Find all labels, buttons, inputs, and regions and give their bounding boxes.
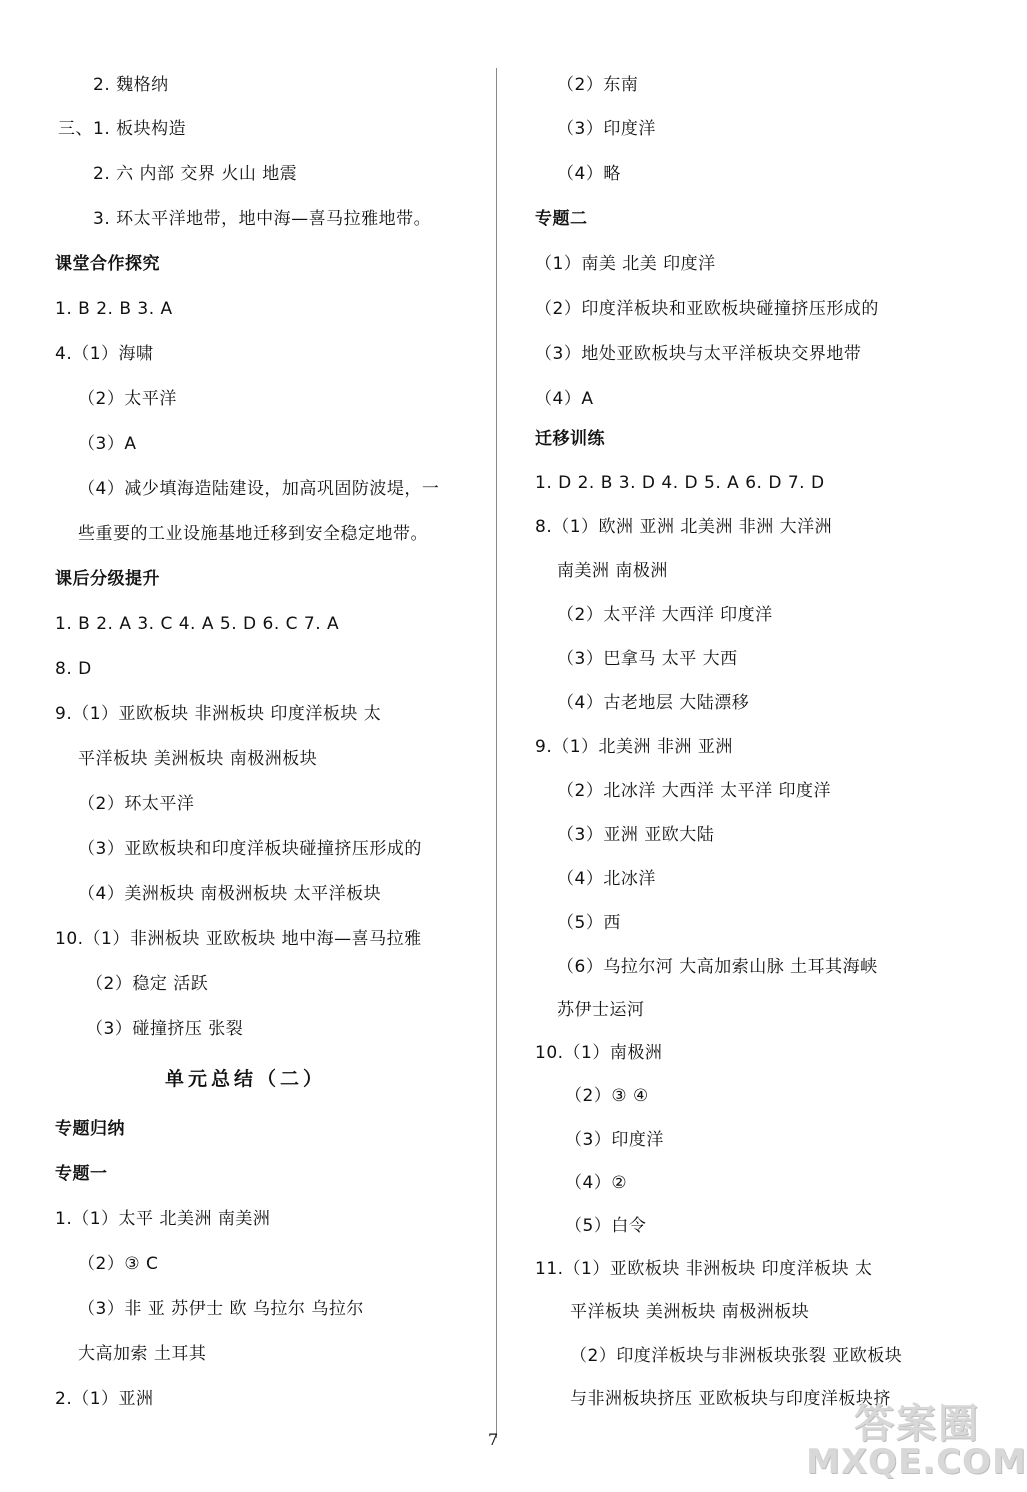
answer-line: （4）减少填海造陆建设，加高巩固防波堤，一 xyxy=(78,479,440,499)
answer-line: （3）碰撞挤压 张裂 xyxy=(86,1019,244,1039)
answer-line: （3）地处亚欧板块与太平洋板块交界地带 xyxy=(535,344,862,364)
section-heading: 专题归纳 xyxy=(55,1119,125,1139)
answer-line: （2）东南 xyxy=(557,75,639,95)
answer-line: （3）亚洲 亚欧大陆 xyxy=(557,825,715,845)
page-number: 7 xyxy=(488,1430,499,1449)
unit-title: 单元总结（二） xyxy=(165,1068,327,1090)
watermark-text-chinese: 答案圈 xyxy=(854,1401,980,1447)
answer-line: （2）太平洋 xyxy=(78,389,177,409)
answer-line: 平洋板块 美洲板块 南极洲板块 xyxy=(570,1302,810,1322)
answer-line: 苏伊士运河 xyxy=(557,1000,645,1020)
answer-line: 1. B 2. B 3. A xyxy=(55,299,173,319)
answer-line: 南美洲 南极洲 xyxy=(557,561,668,581)
answer-line: （2）印度洋板块和亚欧板块碰撞挤压形成的 xyxy=(535,299,879,319)
answer-line: 3. 环太平洋地带，地中海—喜马拉雅地带。 xyxy=(93,209,432,229)
answer-line: 大高加索 土耳其 xyxy=(78,1344,207,1364)
answer-line: 三、1. 板块构造 xyxy=(58,119,187,139)
answer-line: 10.（1）非洲板块 亚欧板块 地中海—喜马拉雅 xyxy=(55,929,422,949)
answer-line: （3）亚欧板块和印度洋板块碰撞挤压形成的 xyxy=(78,839,422,859)
answer-line: 11.（1）亚欧板块 非洲板块 印度洋板块 太 xyxy=(535,1259,873,1279)
answer-line: 4.（1）海啸 xyxy=(55,344,154,364)
answer-line: （4）北冰洋 xyxy=(557,869,656,889)
answer-line: （1）南美 北美 印度洋 xyxy=(535,254,716,274)
answer-line: 9.（1）北美洲 非洲 亚洲 xyxy=(535,737,733,757)
answer-line: （2）印度洋板块与非洲板块张裂 亚欧板块 xyxy=(570,1346,903,1366)
answer-line: 2. 六 内部 交界 火山 地震 xyxy=(93,164,298,184)
answer-line: （5）西 xyxy=(557,913,621,933)
answer-line: （6）乌拉尔河 大高加索山脉 土耳其海峡 xyxy=(557,957,878,977)
answer-line: （4）A xyxy=(535,389,594,409)
answer-line: （2）环太平洋 xyxy=(78,794,195,814)
answer-line: 9.（1）亚欧板块 非洲板块 印度洋板块 太 xyxy=(55,704,382,724)
answer-line: （4）略 xyxy=(557,164,621,184)
answer-line: 2. 魏格纳 xyxy=(93,75,169,95)
answer-line: （2）稳定 活跃 xyxy=(86,974,209,994)
answer-line: 与非洲板块挤压 亚欧板块与印度洋板块挤 xyxy=(570,1389,891,1409)
watermark-text-url: MXQE.COM xyxy=(806,1442,1027,1482)
section-heading: 专题一 xyxy=(55,1164,108,1184)
answer-line: 1.（1）太平 北美洲 南美洲 xyxy=(55,1209,271,1229)
section-heading: 专题二 xyxy=(535,209,588,229)
answer-line: （2）北冰洋 大西洋 太平洋 印度洋 xyxy=(557,781,832,801)
answer-line: （2）③ C xyxy=(78,1254,159,1274)
answer-line: 1. B 2. A 3. C 4. A 5. D 6. C 7. A xyxy=(55,614,340,634)
answer-line: （3）A xyxy=(78,434,137,454)
section-heading: 课后分级提升 xyxy=(55,569,160,589)
answer-line: 8.（1）欧洲 亚洲 北美洲 非洲 大洋洲 xyxy=(535,517,833,537)
answer-line: （3）印度洋 xyxy=(557,119,656,139)
answer-line: （2）③ ④ xyxy=(565,1086,649,1106)
answer-line: 平洋板块 美洲板块 南极洲板块 xyxy=(78,749,318,769)
answer-line: （3）巴拿马 太平 大西 xyxy=(557,649,738,669)
answer-line: （3）印度洋 xyxy=(565,1130,664,1150)
watermark-logo xyxy=(770,1392,1027,1487)
answer-line: 10.（1）南极洲 xyxy=(535,1043,663,1063)
answer-line: （5）白令 xyxy=(565,1216,647,1236)
answer-line: （4）古老地层 大陆漂移 xyxy=(557,693,750,713)
answer-line: （3）非 亚 苏伊士 欧 乌拉尔 乌拉尔 xyxy=(78,1299,364,1319)
section-heading: 课堂合作探究 xyxy=(55,254,160,274)
answer-line: 8. D xyxy=(55,659,92,679)
answer-line: （4）② xyxy=(565,1173,628,1193)
answer-line: 2.（1）亚洲 xyxy=(55,1389,154,1409)
column-divider xyxy=(496,68,497,1438)
section-heading: 迁移训练 xyxy=(535,429,605,449)
answer-line: 1. D 2. B 3. D 4. D 5. A 6. D 7. D xyxy=(535,473,825,493)
answer-line: （4）美洲板块 南极洲板块 太平洋板块 xyxy=(78,884,382,904)
answer-line: 些重要的工业设施基地迁移到安全稳定地带。 xyxy=(78,524,428,544)
answer-line: （2）太平洋 大西洋 印度洋 xyxy=(557,605,773,625)
